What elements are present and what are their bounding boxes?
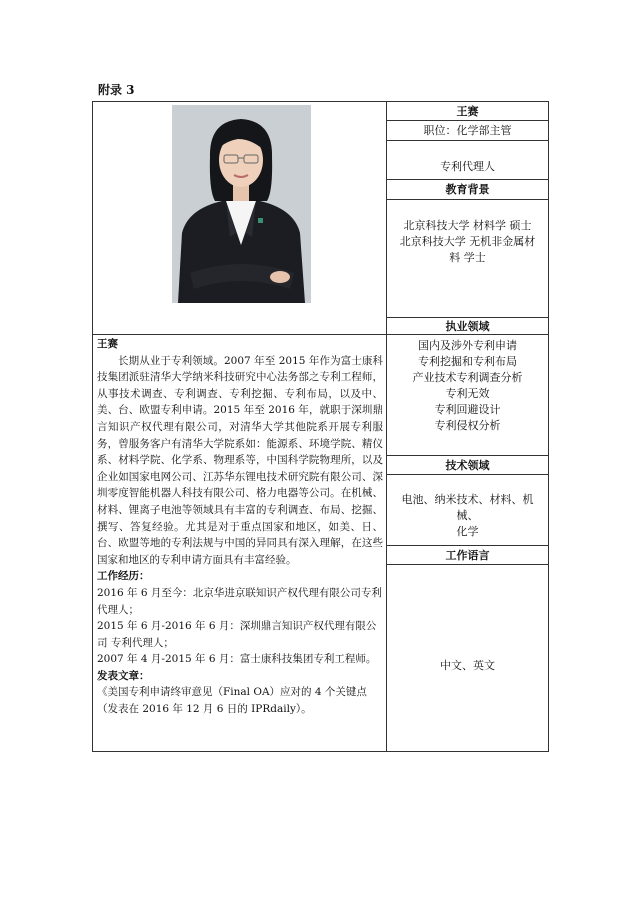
row-divider-left (93, 334, 386, 335)
education-details (387, 218, 548, 266)
portrait-photo (172, 105, 311, 303)
practice-item: 专利回避设计 (434, 403, 501, 416)
tech-heading: 技术领域 (445, 459, 490, 472)
portrait-illustration (172, 105, 311, 303)
practice-item: 专利侵权分析 (434, 419, 501, 432)
articles-heading: 发表文章： (97, 669, 150, 682)
profile-title: 专利代理人 (440, 160, 495, 173)
practice-list (387, 338, 548, 434)
row-divider (386, 474, 548, 475)
profile-position: 职位：化学部主管 (423, 124, 512, 137)
education-line: 料 学士 (449, 251, 486, 264)
tech-fields (387, 492, 548, 540)
language-value: 中文、英文 (440, 659, 495, 672)
practice-item: 专利挖掘和专利布局 (418, 355, 517, 368)
row-divider (386, 140, 548, 141)
practice-item: 国内及涉外专利申请 (418, 339, 517, 352)
bio-paragraph: 长期从业于专利领域。2007 年至 2015 年作为富士康科技集团派驻清华大学纳米科技研究中心法务部之专利工程师，从事技术调查、专利调查、专利挖掘、专利布局，以及中、美、台、欧盟专利申请。2015 年至 2016 年，就职于深圳鼎言知识产权代理有限公司，对清华大学其他院系开展专利服务，曾服务客户有清华大学院系如：能源系、环境学院、精仪系、材料学院、化学系、物理系等，中国科学院物理所，以及企业如国家电网公司、江苏华东锂电技术研究院有限公司、深圳零度智能机器人科技有限公司、格力电器等公司。在机械、材料、锂离子电池等领域具有丰富的专利调查、布局、挖掘、撰写、答复经验。尤其是对于重点国家和地区，如美、日、台、欧盟等地的专利法规与中国的异同具有深入理解，在这些国家和地区的专利申请方面具有丰富经验。 (97, 354, 383, 566)
article-item: 《美国专利申请终审意见（Final OA）应对的 4 个关键点（发表在 2016 年 12 月 6 日的 IPRdaily）。 (97, 686, 367, 716)
profile-table (92, 101, 549, 752)
practice-item: 专利无效 (445, 387, 490, 400)
appendix-label: 附录 3 (98, 83, 135, 97)
experience-heading: 工作经历： (97, 570, 150, 583)
biography (97, 336, 383, 718)
practice-heading: 执业领域 (445, 320, 490, 333)
row-divider (386, 545, 548, 546)
education-line: 北京科技大学 无机非金属材 (399, 235, 536, 248)
experience-item: 2016 年 6 月至今：北京华进京联知识产权代理有限公司专利代理人； (97, 586, 382, 616)
tech-line: 化学 (456, 525, 479, 538)
tech-line: 电池、纳米技术、材料、机械、 (401, 493, 534, 522)
profile-name: 王赛 (456, 105, 479, 118)
row-divider (386, 455, 548, 456)
experience-item: 2007 年 4 月-2015 年 6 月：富士康科技集团专利工程师。 (97, 653, 377, 666)
row-divider (386, 317, 548, 318)
row-divider (386, 199, 548, 200)
education-line: 北京科技大学 材料学 硕士 (403, 219, 532, 232)
row-divider (386, 179, 548, 180)
row-divider (386, 564, 548, 565)
practice-item: 产业技术专利调查分析 (412, 371, 523, 384)
row-divider (386, 120, 548, 121)
experience-item: 2015 年 6 月-2016 年 6 月：深圳鼎言知识产权代理有限公司 专利代理人； (97, 620, 377, 649)
education-heading: 教育背景 (445, 183, 490, 196)
language-heading: 工作语言 (445, 549, 490, 562)
bio-name: 王赛 (97, 338, 118, 350)
